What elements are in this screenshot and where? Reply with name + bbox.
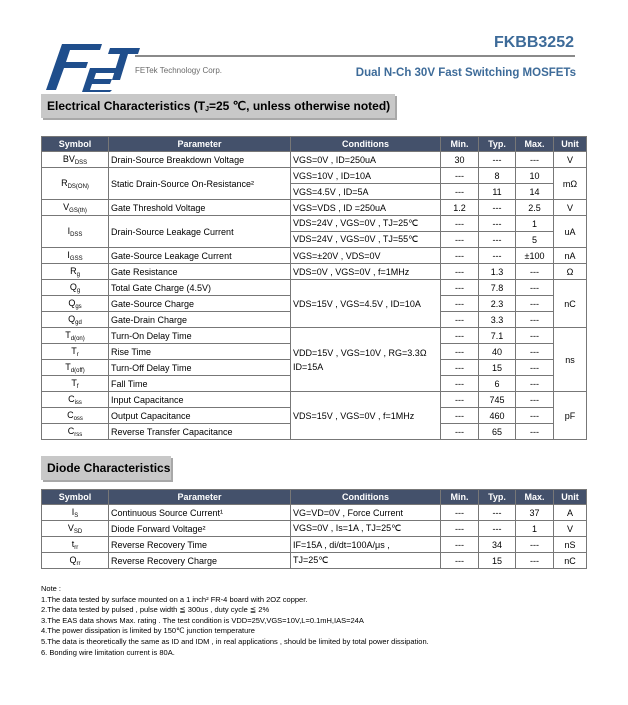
parameter-cell: Input Capacitance xyxy=(109,392,291,408)
typ-cell: --- xyxy=(479,232,516,248)
unit-cell: nS xyxy=(554,537,587,553)
conditions-cell: VDS=0V , VGS=0V , f=1MHz xyxy=(291,264,441,280)
parameter-cell: Turn-On Delay Time xyxy=(109,328,291,344)
parameter-cell: Static Drain-Source On-Resistance² xyxy=(109,168,291,200)
max-cell: 37 xyxy=(516,505,554,521)
conditions-cell: VDS=24V , VGS=0V , TJ=55℃ xyxy=(291,232,441,248)
max-cell: ±100 xyxy=(516,248,554,264)
typ-cell: 11 xyxy=(479,184,516,200)
electrical-section-title: Electrical Characteristics ($T_J=25$ ℃, unless otherwise noted) xyxy=(41,94,395,118)
unit-cell: nC xyxy=(554,280,587,328)
unit-cell: pF xyxy=(554,392,587,440)
typ-cell: 1.3 xyxy=(479,264,516,280)
min-cell: --- xyxy=(441,424,479,440)
diode-characteristics-table xyxy=(41,489,587,569)
min-cell: 30 xyxy=(441,152,479,168)
typ-cell: --- xyxy=(479,505,516,521)
max-cell: --- xyxy=(516,296,554,312)
parameter-cell: Gate-Drain Charge xyxy=(109,312,291,328)
col-min: Min. xyxy=(441,137,479,152)
min-cell: --- xyxy=(441,280,479,296)
typ-cell: --- xyxy=(479,521,516,537)
min-cell: --- xyxy=(441,505,479,521)
electrical-characteristics-table xyxy=(41,136,587,440)
parameter-cell: Reverse Recovery Charge xyxy=(109,553,291,569)
table-row xyxy=(42,216,587,232)
symbol-cell: $T_f$ xyxy=(42,376,109,392)
min-cell: --- xyxy=(441,264,479,280)
min-cell: --- xyxy=(441,360,479,376)
min-cell: --- xyxy=(441,184,479,200)
max-cell: 1 xyxy=(516,216,554,232)
conditions-cell: TJ=25℃ xyxy=(291,553,441,569)
parameter-cell: Drain-Source Breakdown Voltage xyxy=(109,152,291,168)
symbol-cell: $Q_g$ xyxy=(42,280,109,296)
company-name: FETek Technology Corp. xyxy=(135,66,223,75)
max-cell: --- xyxy=(516,328,554,344)
unit-cell: A xyxy=(554,505,587,521)
min-cell: --- xyxy=(441,312,479,328)
fetek-logo xyxy=(40,40,140,92)
symbol-cell: $Q_{rr}$ xyxy=(42,553,109,569)
min-cell: --- xyxy=(441,248,479,264)
typ-cell: 15 xyxy=(479,553,516,569)
symbol-cell: $V_{GS(th)}$ xyxy=(42,200,109,216)
table-row xyxy=(42,553,587,569)
max-cell: 2.5 xyxy=(516,200,554,216)
max-cell: --- xyxy=(516,392,554,408)
product-subtitle: Dual N-Ch 30V Fast Switching MOSFETs xyxy=(355,67,576,79)
note-item: 5.The data is theoretically the same as ID and IDM , in real applications , should be limited by total power dissipation. xyxy=(41,636,429,646)
parameter-cell: Gate Threshold Voltage xyxy=(109,200,291,216)
symbol-cell: $T_{d(on)}$ xyxy=(42,328,109,344)
col-conditions: Conditions xyxy=(291,490,441,505)
note-item: 2.The data tested by pulsed , pulse width ≦ 300us , duty cycle ≦ 2% xyxy=(41,605,270,615)
max-cell: --- xyxy=(516,280,554,296)
min-cell: --- xyxy=(441,408,479,424)
col-unit: Unit xyxy=(554,490,587,505)
max-cell: --- xyxy=(516,312,554,328)
symbol-cell: $V_{SD}$ xyxy=(42,521,109,537)
parameter-cell: Gate-Source Leakage Current xyxy=(109,248,291,264)
table-row xyxy=(42,392,587,408)
symbol-cell: $BV_{DSS}$ xyxy=(42,152,109,168)
table-row xyxy=(42,505,587,521)
conditions-cell: VDS=15V , VGS=4.5V , ID=10A xyxy=(291,280,441,328)
symbol-cell: $R_g$ xyxy=(42,264,109,280)
symbol-cell: $I_S$ xyxy=(42,505,109,521)
unit-cell: nC xyxy=(554,553,587,569)
typ-cell: 2.3 xyxy=(479,296,516,312)
notes-heading: Note : xyxy=(41,584,62,593)
conditions-cell: VG=VD=0V , Force Current xyxy=(291,505,441,521)
table-row xyxy=(42,280,587,296)
conditions-cell: VGS=±20V , VDS=0V xyxy=(291,248,441,264)
col-typ: Typ. xyxy=(479,137,516,152)
min-cell: --- xyxy=(441,296,479,312)
min-cell: 1.2 xyxy=(441,200,479,216)
parameter-cell: Output Capacitance xyxy=(109,408,291,424)
parameter-cell: Reverse Recovery Time xyxy=(109,537,291,553)
min-cell: --- xyxy=(441,521,479,537)
min-cell: --- xyxy=(441,344,479,360)
typ-cell: --- xyxy=(479,248,516,264)
col-parameter: Parameter xyxy=(109,490,291,505)
min-cell: --- xyxy=(441,392,479,408)
typ-cell: --- xyxy=(479,152,516,168)
unit-cell: V xyxy=(554,200,587,216)
max-cell: 14 xyxy=(516,184,554,200)
table-row xyxy=(42,328,587,344)
note-item: 1.The data tested by surface mounted on a 1 inch² FR-4 board with 2OZ copper. xyxy=(41,594,308,604)
col-symbol: Symbol xyxy=(42,137,109,152)
max-cell: --- xyxy=(516,264,554,280)
parameter-cell: Reverse Transfer Capacitance xyxy=(109,424,291,440)
col-max: Max. xyxy=(516,137,554,152)
unit-cell: V xyxy=(554,521,587,537)
parameter-cell: Diode Forward Voltage² xyxy=(109,521,291,537)
parameter-cell: Continuous Source Current¹ xyxy=(109,505,291,521)
parameter-cell: Fall Time xyxy=(109,376,291,392)
typ-cell: 40 xyxy=(479,344,516,360)
conditions-cell: VDS=24V , VGS=0V , TJ=25℃ xyxy=(291,216,441,232)
typ-cell: 15 xyxy=(479,360,516,376)
symbol-cell: $C_{oss}$ xyxy=(42,408,109,424)
header-rule xyxy=(135,55,575,57)
col-unit: Unit xyxy=(554,137,587,152)
typ-cell: 745 xyxy=(479,392,516,408)
typ-cell: 65 xyxy=(479,424,516,440)
note-item: 4.The power dissipation is limited by 150℃ junction temperature xyxy=(41,626,255,636)
note-item: 6. Bonding wire limitation current is 80A. xyxy=(41,647,175,657)
typ-cell: --- xyxy=(479,216,516,232)
typ-cell: 3.3 xyxy=(479,312,516,328)
conditions-cell: VDD=15V , VGS=10V , RG=3.3Ω ID=15A xyxy=(291,328,441,392)
max-cell: --- xyxy=(516,553,554,569)
typ-cell: 6 xyxy=(479,376,516,392)
typ-cell: 8 xyxy=(479,168,516,184)
table-row xyxy=(42,152,587,168)
max-cell: --- xyxy=(516,408,554,424)
conditions-cell: VGS=10V , ID=10A xyxy=(291,168,441,184)
unit-cell: ns xyxy=(554,328,587,392)
max-cell: --- xyxy=(516,360,554,376)
parameter-cell: Gate Resistance xyxy=(109,264,291,280)
parameter-cell: Turn-Off Delay Time xyxy=(109,360,291,376)
max-cell: 10 xyxy=(516,168,554,184)
unit-cell: mΩ xyxy=(554,168,587,200)
table-row xyxy=(42,248,587,264)
table-row xyxy=(42,521,587,537)
symbol-cell: $Q_{gs}$ xyxy=(42,296,109,312)
table-row xyxy=(42,537,587,553)
table-header-row xyxy=(42,490,587,505)
min-cell: --- xyxy=(441,216,479,232)
conditions-cell: VGS=0V , ID=250uA xyxy=(291,152,441,168)
conditions-cell: VGS=VDS , ID =250uA xyxy=(291,200,441,216)
parameter-cell: Drain-Source Leakage Current xyxy=(109,216,291,248)
symbol-cell: $T_{d(off)}$ xyxy=(42,360,109,376)
conditions-cell: VDS=15V , VGS=0V , f=1MHz xyxy=(291,392,441,440)
symbol-cell: $Q_{gd}$ xyxy=(42,312,109,328)
max-cell: 1 xyxy=(516,521,554,537)
max-cell: --- xyxy=(516,537,554,553)
symbol-cell: $I_{DSS}$ xyxy=(42,216,109,248)
table-row xyxy=(42,200,587,216)
max-cell: 5 xyxy=(516,232,554,248)
min-cell: --- xyxy=(441,553,479,569)
min-cell: --- xyxy=(441,328,479,344)
parameter-cell: Total Gate Charge (4.5V) xyxy=(109,280,291,296)
typ-cell: 7.8 xyxy=(479,280,516,296)
symbol-cell: $R_{DS(ON)}$ xyxy=(42,168,109,200)
typ-cell: 460 xyxy=(479,408,516,424)
max-cell: --- xyxy=(516,344,554,360)
min-cell: --- xyxy=(441,376,479,392)
unit-cell: V xyxy=(554,152,587,168)
col-max: Max. xyxy=(516,490,554,505)
min-cell: --- xyxy=(441,537,479,553)
symbol-cell: $t_{rr}$ xyxy=(42,537,109,553)
col-typ: Typ. xyxy=(479,490,516,505)
symbol-cell: $T_r$ xyxy=(42,344,109,360)
table-row xyxy=(42,168,587,184)
symbol-cell: $C_{rss}$ xyxy=(42,424,109,440)
diode-section-title: Diode Characteristics xyxy=(41,456,171,480)
notes-block xyxy=(41,584,429,658)
max-cell: --- xyxy=(516,152,554,168)
conditions-cell: IF=15A , di/dt=100A/μs , xyxy=(291,537,441,553)
parameter-cell: Gate-Source Charge xyxy=(109,296,291,312)
col-symbol: Symbol xyxy=(42,490,109,505)
unit-cell: nA xyxy=(554,248,587,264)
symbol-cell: $C_{iss}$ xyxy=(42,392,109,408)
min-cell: --- xyxy=(441,232,479,248)
symbol-cell: $I_{GSS}$ xyxy=(42,248,109,264)
table-header-row xyxy=(42,137,587,152)
typ-cell: 7.1 xyxy=(479,328,516,344)
part-number: FKBB3252 xyxy=(493,34,574,51)
unit-cell: uA xyxy=(554,216,587,248)
max-cell: --- xyxy=(516,376,554,392)
typ-cell: 34 xyxy=(479,537,516,553)
table-row xyxy=(42,264,587,280)
unit-cell: Ω xyxy=(554,264,587,280)
col-min: Min. xyxy=(441,490,479,505)
max-cell: --- xyxy=(516,424,554,440)
conditions-cell: VGS=0V , Is=1A , TJ=25℃ xyxy=(291,521,441,537)
conditions-cell: VGS=4.5V , ID=5A xyxy=(291,184,441,200)
min-cell: --- xyxy=(441,168,479,184)
col-parameter: Parameter xyxy=(109,137,291,152)
parameter-cell: Rise Time xyxy=(109,344,291,360)
typ-cell: --- xyxy=(479,200,516,216)
col-conditions: Conditions xyxy=(291,137,441,152)
note-item: 3.The EAS data shows Max. rating . The test condition is VDD=25V,VGS=10V,L=0.1mH,IAS=24A xyxy=(41,615,364,625)
